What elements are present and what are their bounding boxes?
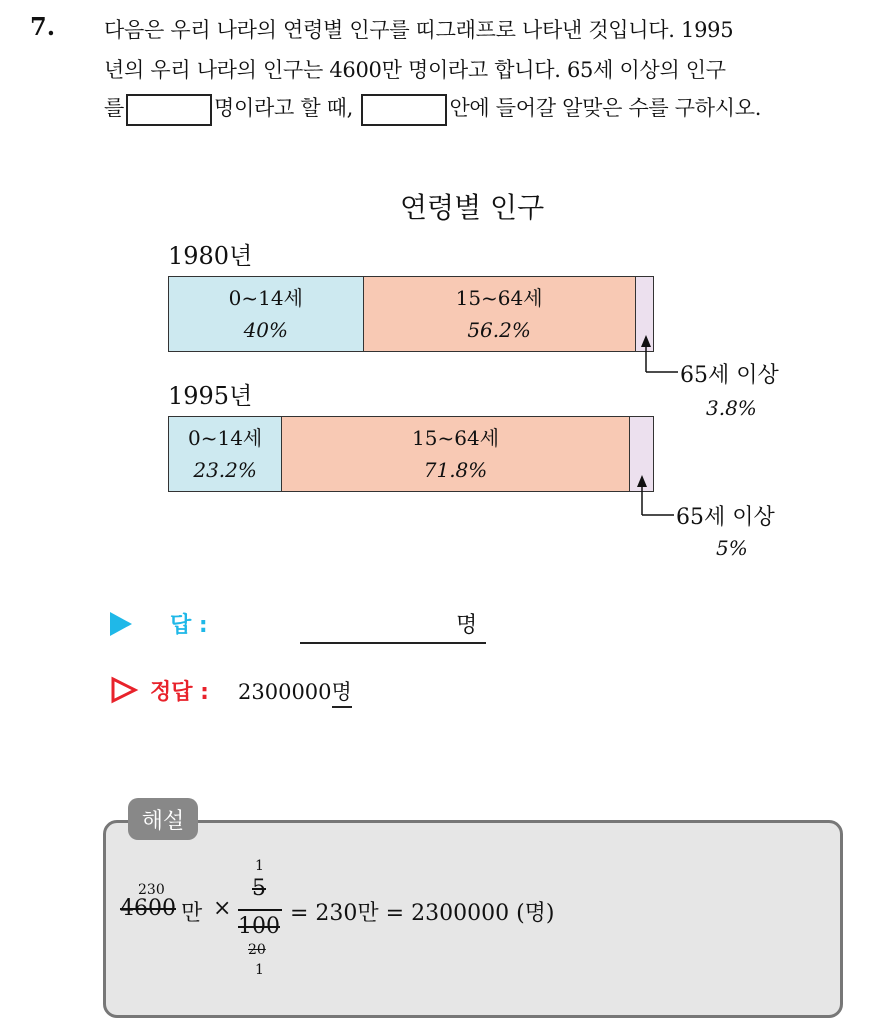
question-text-line2: 년의 우리 나라의 인구는 4600만 명이라고 합니다. 65세 이상의 인구 bbox=[104, 58, 726, 82]
callout-label-1995: 65세 이상 bbox=[676, 505, 775, 530]
segment-percent: 71.8% bbox=[423, 458, 488, 482]
segment-label: 0~14세 bbox=[188, 426, 263, 450]
question-text-part-a: 를 bbox=[104, 96, 124, 120]
correct-answer-unit: 명 bbox=[332, 676, 352, 708]
cancelled-4600: 4600 bbox=[120, 896, 176, 921]
correct-answer-triangle-icon bbox=[110, 676, 140, 704]
segment-percent: 23.2% bbox=[193, 458, 257, 482]
year-label-1980: 1980년 bbox=[168, 242, 253, 270]
cancel-result-230: 230 bbox=[138, 882, 165, 898]
question-text-part-c: 안에 들어갈 알맞은 수를 구하시오. bbox=[449, 96, 762, 120]
segment-percent: 40% bbox=[243, 318, 289, 342]
correct-answer bbox=[238, 676, 352, 708]
answer-arrow-icon bbox=[110, 612, 132, 636]
cancel-result-denominator: 1 bbox=[255, 962, 264, 978]
chart-title: 연령별 인구 bbox=[400, 191, 545, 224]
answer-unit: 명 bbox=[456, 613, 478, 638]
segment-label: 15~64세 bbox=[455, 286, 543, 310]
numerator-5: 5 bbox=[252, 876, 266, 901]
correct-answer-value: 2300000 bbox=[238, 680, 332, 704]
answer-label: 답 : bbox=[170, 613, 208, 638]
callout-arrow-1995 bbox=[637, 475, 674, 515]
question-text-part-b: 명이라고 할 때, bbox=[214, 96, 354, 120]
question-text-line1: 다음은 우리 나라의 연령별 인구를 띠그래프로 나타낸 것입니다. 1995 bbox=[104, 18, 734, 42]
callout-pct-1980: 3.8% bbox=[706, 396, 757, 420]
callout-label-1980: 65세 이상 bbox=[680, 363, 779, 388]
callout-arrow-1980 bbox=[641, 335, 678, 372]
unit-man: 만 bbox=[181, 901, 203, 926]
cancel-result-numerator: 1 bbox=[255, 858, 264, 874]
cancel-denominator-20: 20 bbox=[248, 942, 266, 958]
times-sign: × bbox=[213, 896, 232, 921]
question-number: 7. bbox=[30, 12, 56, 41]
segment-label: 0~14세 bbox=[228, 286, 303, 310]
explanation-result: = 230만 = 2300000 (명) bbox=[290, 901, 555, 926]
denominator-100: 100 bbox=[238, 914, 280, 939]
year-label-1995: 1995년 bbox=[168, 382, 253, 410]
explanation-tab: 해설 bbox=[128, 798, 198, 840]
correct-answer-label: 정답 : bbox=[150, 680, 209, 705]
fraction-bar bbox=[238, 909, 282, 911]
segment-label: 15~64세 bbox=[412, 426, 500, 450]
callout-pct-1995: 5% bbox=[716, 536, 748, 560]
segment-percent: 56.2% bbox=[467, 318, 531, 342]
